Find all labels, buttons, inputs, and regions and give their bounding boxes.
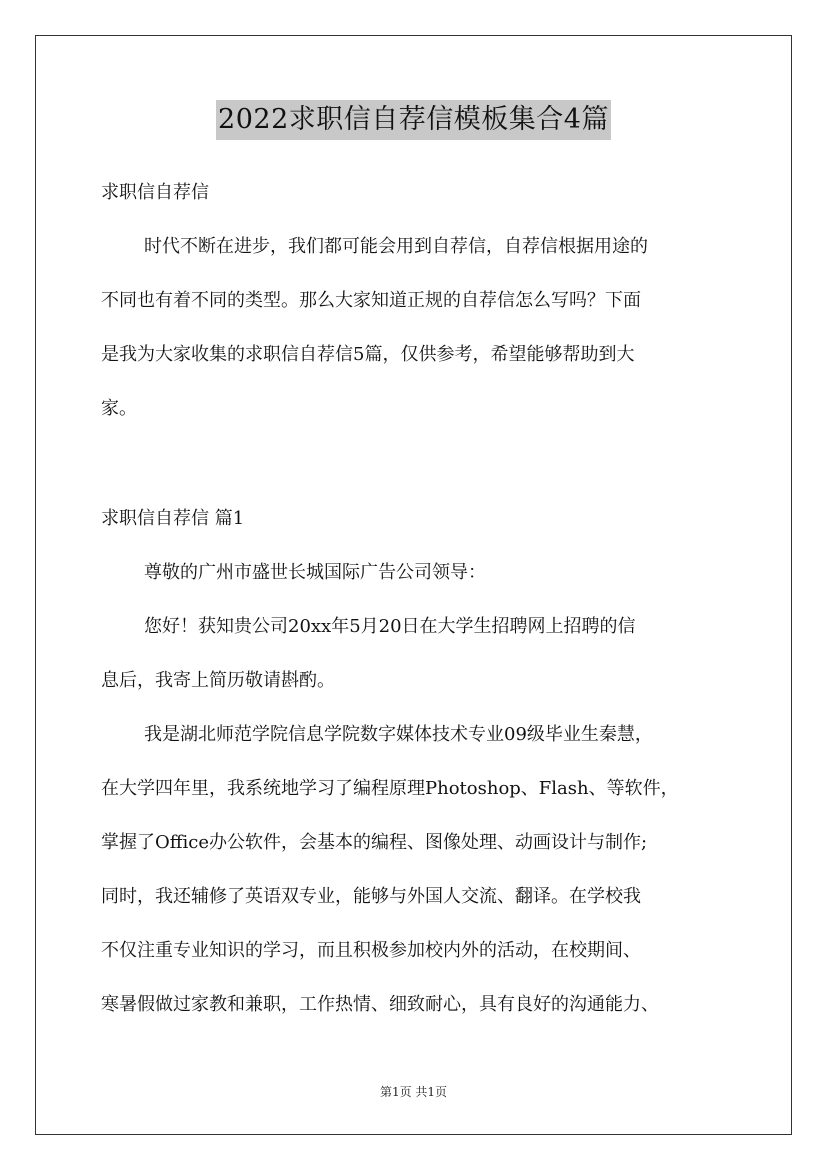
paragraph-line: 同时，我还辅修了英语双专业，能够与外国人交流、翻译。在学校我 [101,886,641,907]
intro-line: 家。 [101,398,137,419]
salutation: 尊敬的广州市盛世长城国际广告公司领导： [144,562,486,583]
paragraph-line: 寒暑假做过家教和兼职，工作热情、细致耐心，具有良好的沟通能力、 [101,994,659,1015]
document-title: 2022求职信自荐信模板集合4篇 [216,100,611,140]
intro-line: 是我为大家收集的求职信自荐信5篇，仅供参考，希望能够帮助到大 [101,344,635,365]
intro-heading: 求职信自荐信 [101,182,209,203]
paragraph-line: 您好！获知贵公司20xx年5月20日在大学生招聘网上招聘的信 [144,616,636,637]
page-footer: 第1页 共1页 [379,1085,448,1099]
paragraph-line: 掌握了Office办公软件，会基本的编程、图像处理、动画设计与制作; [101,832,648,853]
paragraph-line: 息后，我寄上简历敬请斟酌。 [101,670,335,691]
paragraph-line: 我是湖北师范学院信息学院数字媒体技术专业09级毕业生秦慧， [144,724,653,745]
intro-line: 时代不断在进步，我们都可能会用到自荐信，自荐信根据用途的 [144,236,648,257]
paragraph-line: 不仅注重专业知识的学习，而且积极参加校内外的活动，在校期间、 [101,940,641,961]
paragraph-line: 在大学四年里，我系统地学习了编程原理Photoshop、Flash、等软件， [101,778,679,799]
section-heading: 求职信自荐信 篇1 [101,508,245,529]
title-container [0,100,827,140]
intro-line: 不同也有着不同的类型。那么大家知道正规的自荐信怎么写吗？下面 [101,290,641,311]
